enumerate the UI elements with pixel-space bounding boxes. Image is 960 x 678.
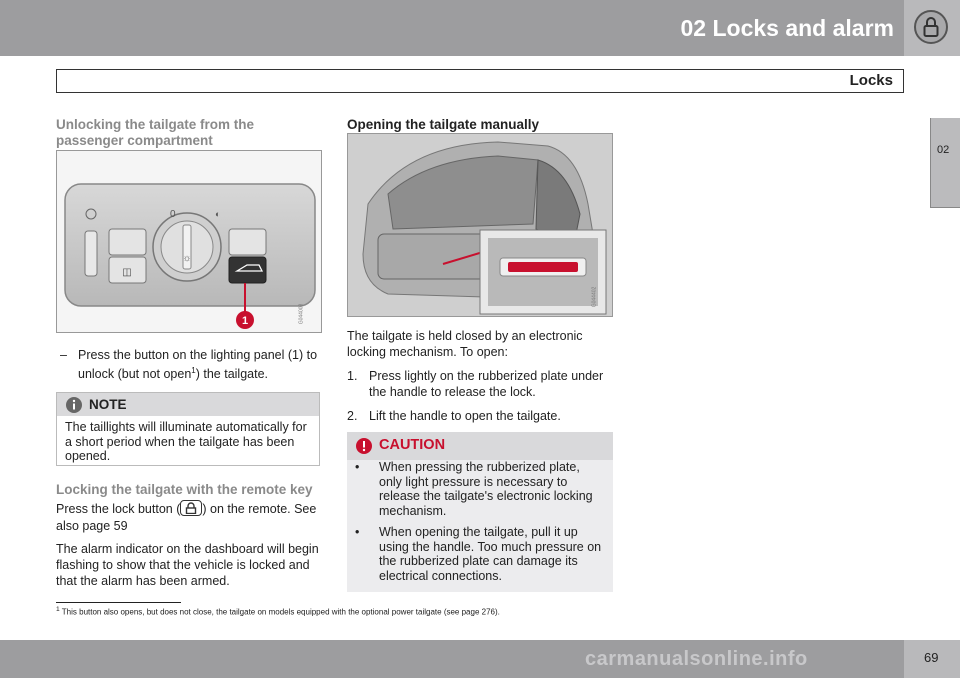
warning-icon	[355, 437, 373, 455]
bullet: •	[355, 525, 360, 539]
step-text-b: ) the tailgate.	[195, 367, 268, 382]
section-title: Locks	[849, 72, 893, 89]
step-2-text: Lift the handle to open the tailgate.	[369, 409, 561, 423]
note-header	[57, 393, 319, 416]
footnote-text: This button also opens, but does not close, the tailgate on models equipped with the optional power tailgate (see page 276).	[61, 607, 500, 617]
step-1	[347, 368, 617, 400]
watermark: carmanualsonline.info	[585, 648, 808, 670]
note-label: NOTE	[89, 397, 127, 412]
lighting-panel-figure	[56, 150, 322, 333]
left-heading: Unlocking the tailgate from the passenger compartment	[56, 117, 255, 148]
note-box	[56, 392, 320, 466]
footnote-num: 1	[56, 606, 60, 613]
intro-text: The tailgate is held closed by an electronic locking mechanism. To open:	[347, 329, 583, 359]
lock-button-icon	[180, 500, 202, 516]
callout-1: 1	[241, 315, 249, 327]
tailgate-illustration	[348, 134, 613, 317]
info-icon	[65, 396, 83, 414]
right-heading-block	[347, 117, 613, 133]
chapter-side-tab[interactable]	[930, 118, 960, 208]
chapter-icon-tab	[904, 0, 960, 56]
right-body	[347, 328, 617, 424]
step-footnote-ref: 1	[191, 366, 196, 375]
footnote	[56, 606, 500, 617]
bullet: •	[355, 460, 360, 474]
step-2-num: 2.	[347, 409, 358, 423]
left-heading-block	[56, 117, 322, 149]
right-heading: Opening the tailgate manually	[347, 117, 540, 132]
step-1-num: 1.	[347, 369, 358, 383]
step-1-text: Press lightly on the rubberized plate under the handle to release the lock.	[369, 369, 604, 399]
caution-box	[347, 432, 613, 592]
step-2	[347, 408, 617, 424]
caution-item-2-text: When opening the tailgate, pull it up using the handle. Too much pressure on the rubberized plate can damage its electrical connections.	[379, 525, 602, 583]
right-figure-code: G044402	[591, 286, 598, 308]
remote-heading: Locking the tailgate with the remote key	[56, 482, 313, 497]
caution-header	[347, 432, 613, 460]
page-number: 69	[924, 650, 939, 665]
footnote-rule	[56, 602, 181, 603]
side-tab-label: 02	[937, 144, 950, 156]
remote-key-block	[56, 482, 322, 589]
section-bar	[56, 69, 904, 93]
left-figure-code: G044003	[298, 303, 305, 325]
left-step	[56, 347, 322, 382]
step-dash: –	[60, 348, 67, 362]
svg-text:◫: ◫	[122, 267, 132, 278]
remote-text-b: ) on the remote. See also page 59	[56, 502, 317, 533]
step-text-a: Press the button on the lighting panel (1) to unlock (but not open	[78, 348, 318, 382]
lighting-panel-illustration	[57, 151, 322, 333]
chapter-title: 02 Locks and alarm	[680, 15, 894, 41]
svg-text:☼: ☼	[182, 253, 192, 264]
caution-item	[355, 525, 605, 583]
page-number-box	[904, 640, 960, 678]
svg-text:◐: ◐	[215, 209, 221, 219]
remote-text-a: Press the lock button (	[56, 502, 181, 516]
chapter-header	[0, 0, 960, 56]
alarm-text: The alarm indicator on the dashboard will begin flashing to show that the vehicle is locked and that the alarm has been armed.	[56, 542, 319, 588]
caution-item-1-text: When pressing the rubberized plate, only light pressure is necessary to release the tailgate's electronic locking mechanism.	[379, 460, 593, 518]
lock-icon	[914, 10, 948, 44]
tailgate-figure	[347, 133, 613, 317]
caution-label: CAUTION	[379, 437, 446, 453]
caution-item	[355, 460, 605, 518]
svg-text:0: 0	[170, 209, 176, 220]
note-text: The taillights will illuminate automatically for a short period when the tailgate has been opened.	[65, 420, 307, 463]
